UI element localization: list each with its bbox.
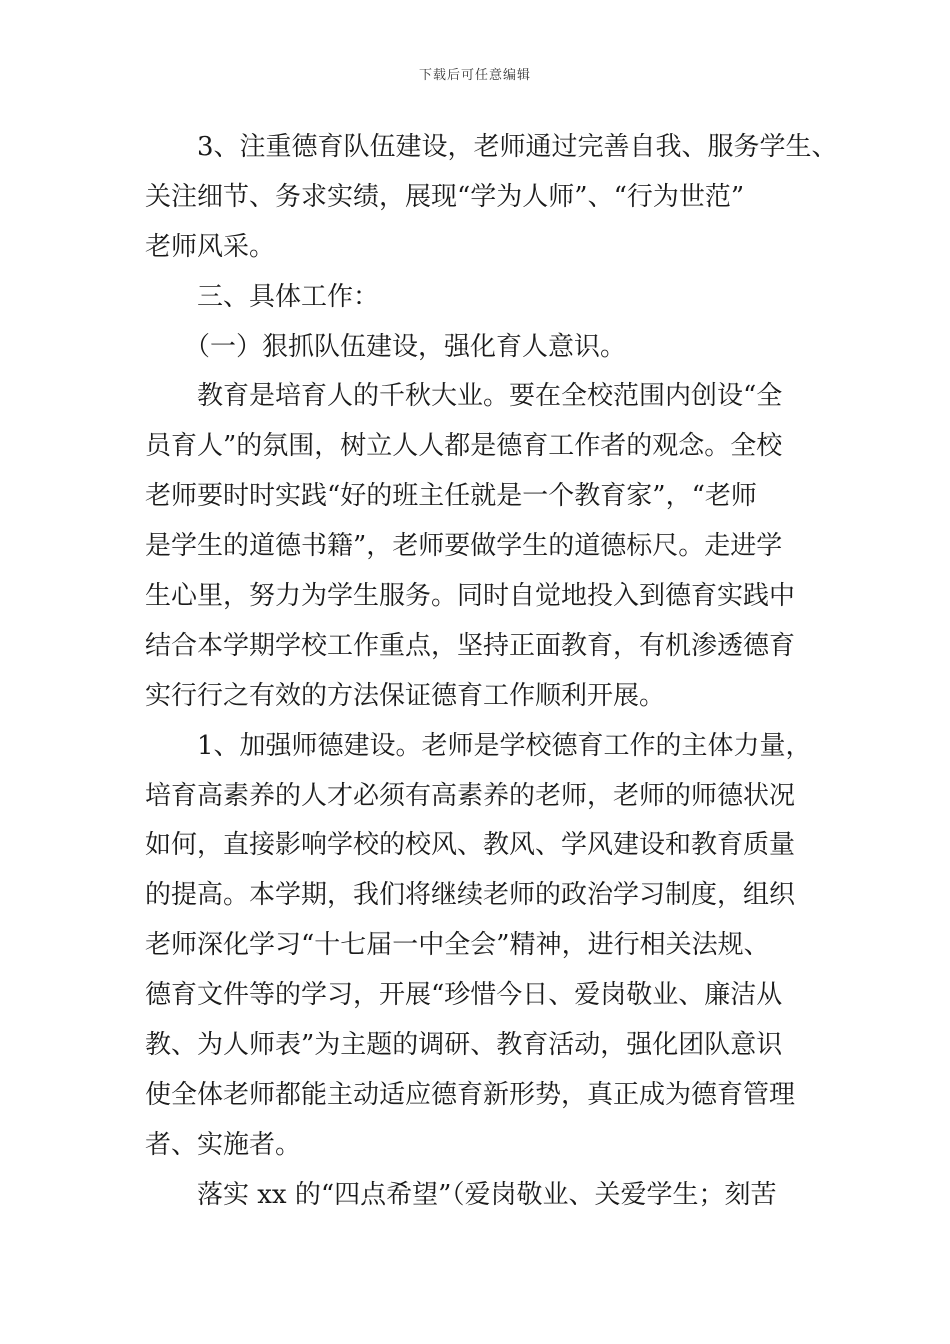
text-line: 教育是培育人的千秋大业。要在全校范围内创设“全 (145, 381, 783, 412)
text-line: 教、为人师表”为主题的调研、教育活动，强化团队意识 (145, 1030, 783, 1061)
text-line: 使全体老师都能主动适应德育新形势，真正成为德育管理 (145, 1079, 796, 1110)
text-line: 老师风采。 (145, 231, 276, 262)
text-line: 三、具体工作： (145, 281, 380, 312)
text-line: 是学生的道德书籍”，老师要做学生的道德标尺。走进学 (145, 531, 783, 562)
text-line: 生心里，努力为学生服务。同时自觉地投入到德育实践中 (145, 581, 796, 612)
text-line: 如何，直接影响学校的校风、教风、学风建设和教育质量 (145, 830, 796, 861)
document-body (145, 123, 838, 1221)
text-line: 员育人”的氛围，树立人人都是德育工作者的观念。全校 (145, 431, 783, 462)
text-line: 落实 xx 的“四点希望”（爱岗敬业、关爱学生；刻苦 (145, 1179, 777, 1210)
text-line: 结合本学期学校工作重点，坚持正面教育，有机渗透德育 (145, 630, 796, 661)
text-line: 的提高。本学期，我们将继续老师的政治学习制度，组织 (145, 880, 796, 911)
text-line: 德育文件等的学习，开展“珍惜今日、爱岗敬业、廉洁从 (145, 980, 783, 1011)
text-line: 老师深化学习“十七届一中全会”精神，进行相关法规、 (145, 930, 770, 961)
text-line: 培育高素养的人才必须有高素养的老师，老师的师德状况 (145, 780, 796, 811)
text-line: 1、加强师德建设。老师是学校德育工作的主体力量， (145, 730, 812, 761)
text-line: （一）狠抓队伍建设，强化育人意识。 (145, 331, 627, 362)
page-header: 下载后可任意编辑 (418, 68, 531, 83)
text-line: 实行行之有效的方法保证德育工作顺利开展。 (145, 680, 666, 711)
text-line: 老师要时时实践“好的班主任就是一个教育家”，“老师 (145, 481, 757, 512)
text-line: 关注细节、务求实绩，展现“学为人师”、“行为世范” (145, 181, 745, 212)
text-line: 3、注重德育队伍建设，老师通过完善自我、服务学生、 (145, 132, 838, 162)
text-line: 者、实施者。 (145, 1129, 302, 1160)
